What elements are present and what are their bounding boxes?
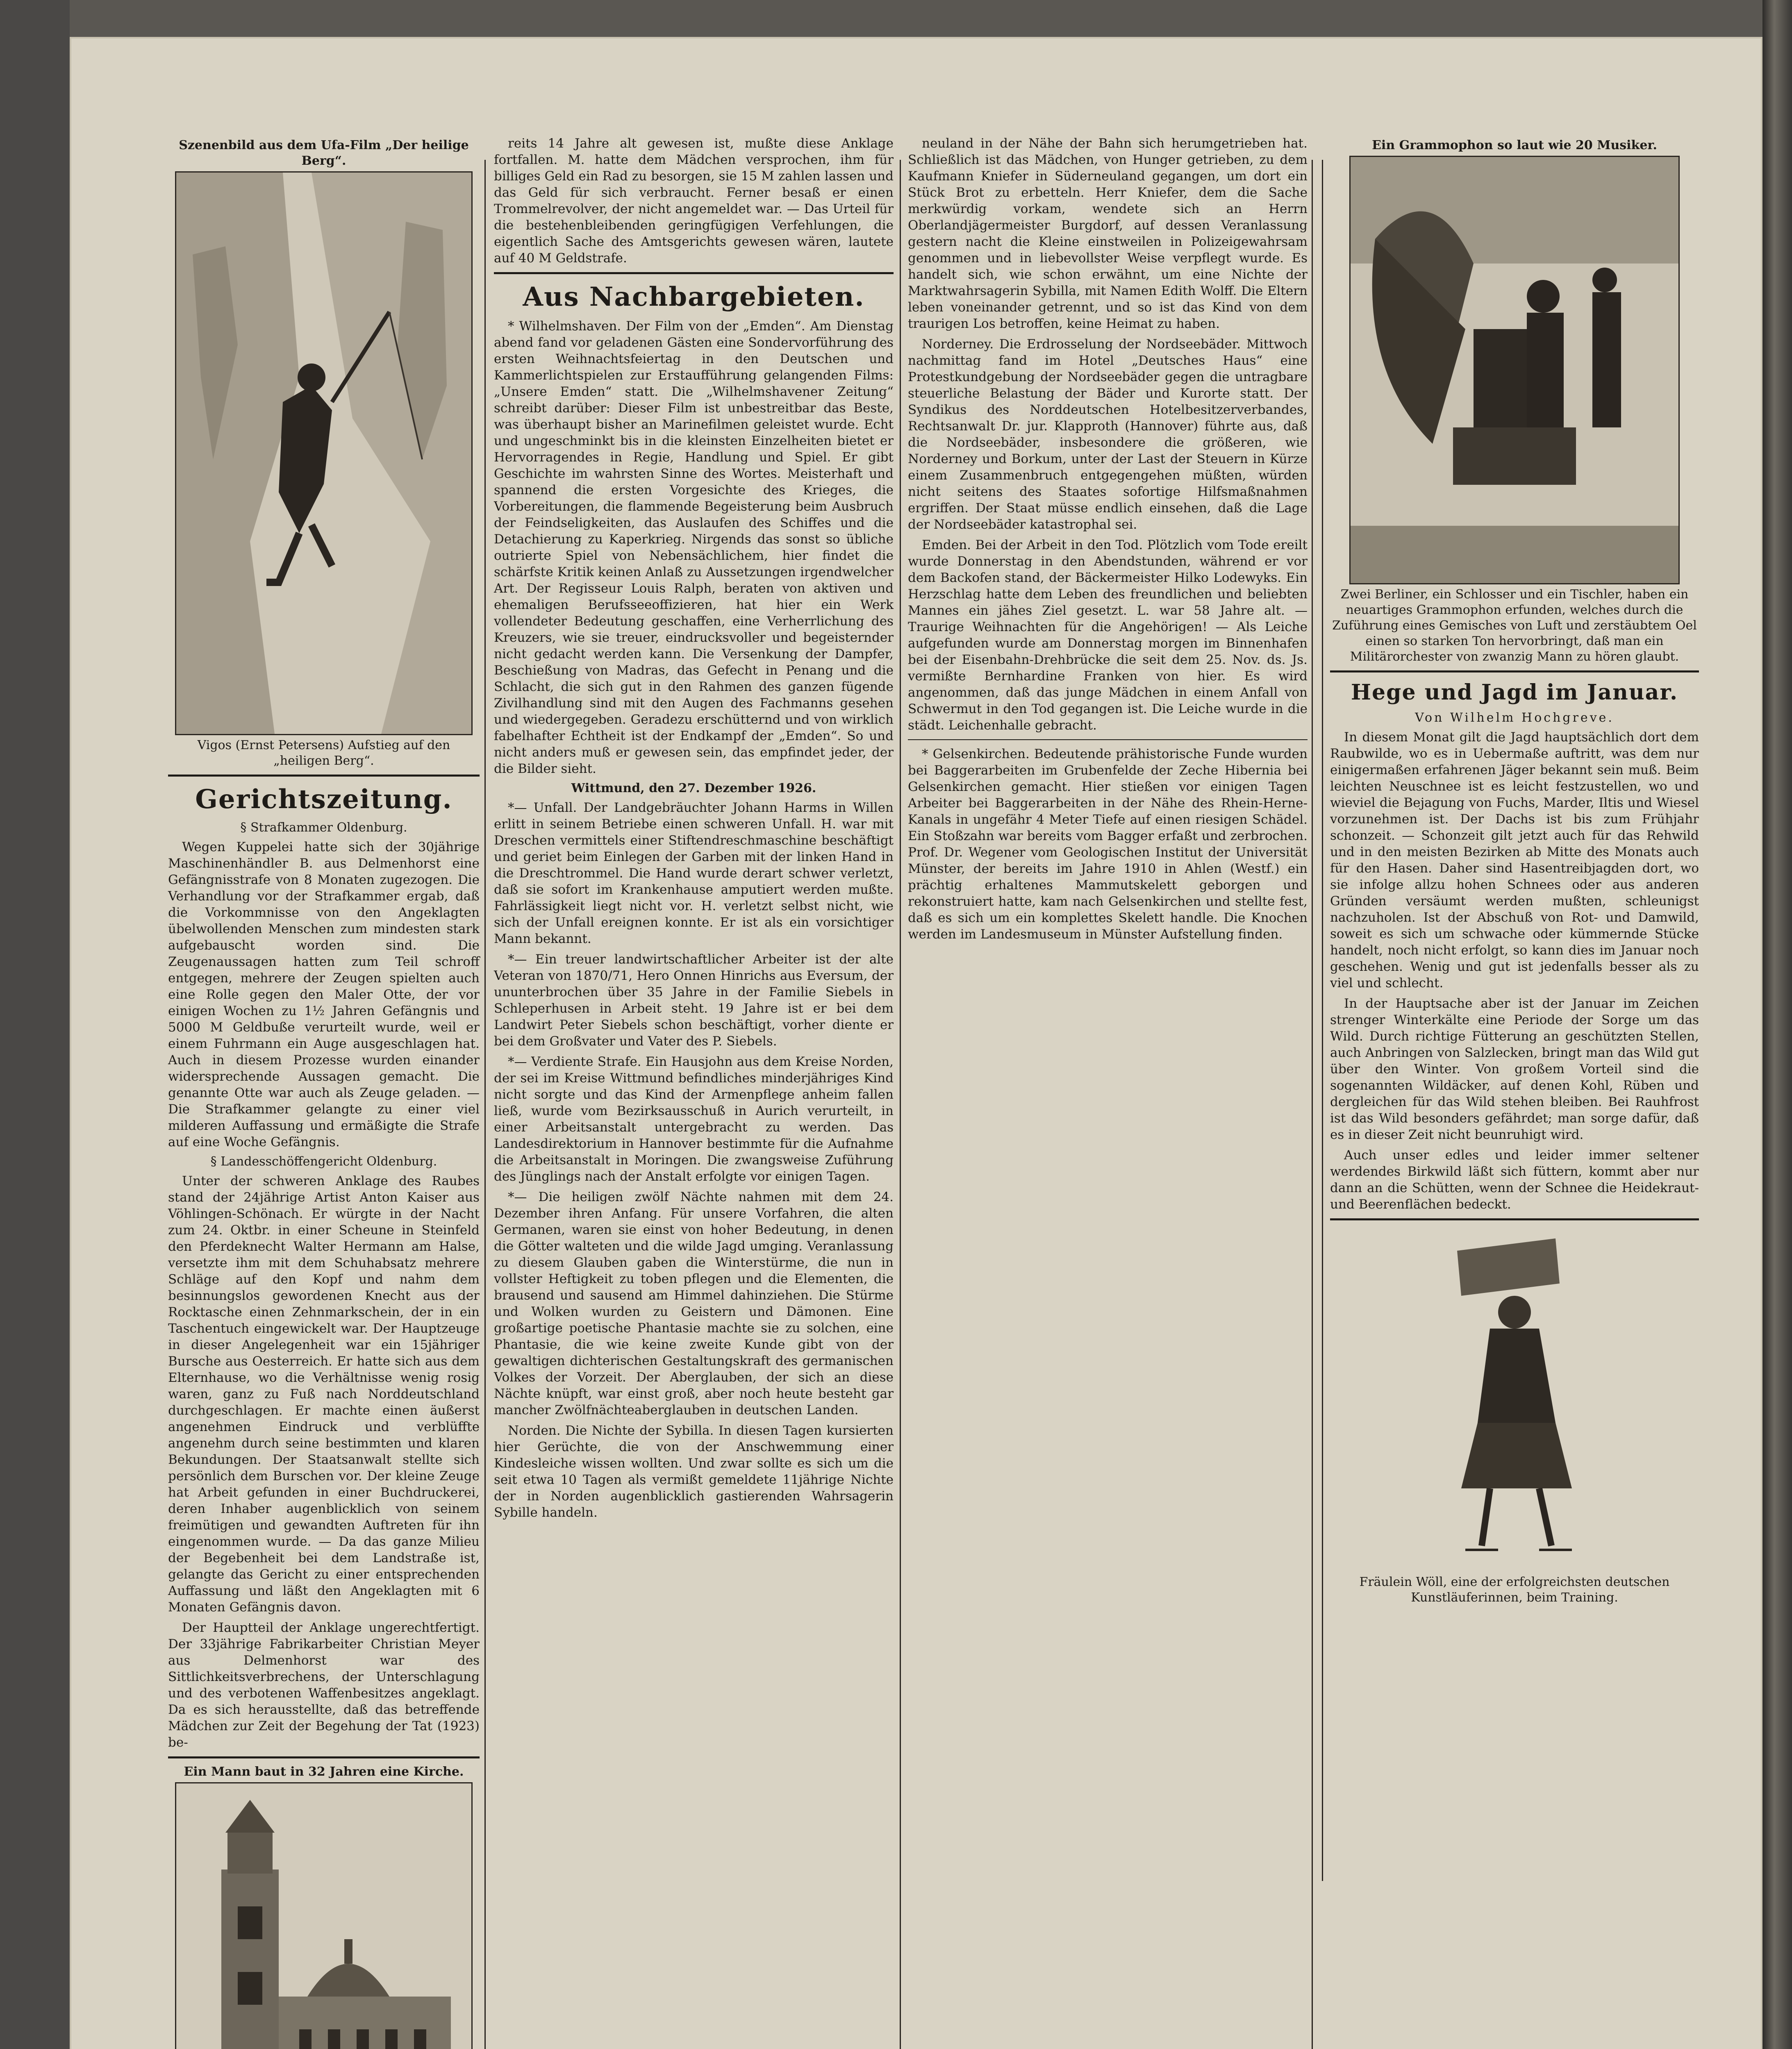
column-1 — [168, 135, 480, 2049]
article-paragraph: *— Unfall. Der Landgebräuchter Johann Harms in Willen erlitt in seinem Betriebe einen schweren Unfall. H. war mit Dreschen vermittels einer Stiftendreschmaschine beschäftigt und geriet beim Einlegen der Garben mit der linken Hand in die Dreschtrommel. Die Hand wurde derart schwer verletzt, daß sie sofort im Krankenhause amputiert werden mußte. Fahrlässigkeit liegt nicht vor. H. verletzt selbst nicht, wie sich der Unfall ereignen konnte. Er ist als ein vorsichtiger Mann bekannt. — [494, 800, 894, 946]
article-paragraph: Unter der schweren Anklage des Raubes stand der 24jährige Artist Anton Kaiser aus Vöhlingen-Schönach. Er würgte in der Nacht zum 24. Oktbr. in einer Scheune in Steinfeld den Pferdeknecht Walter Hermann am Halse, versetzte ihm mit dem Schuhabsatz mehrere Schläge auf den Kopf und nahm dem besinnungslos gewordenen Knecht aus der Rocktasche einen Zehnmarkschein, der in ein Taschentuch eingewickelt war. Der Hauptzeuge in dieser Angelegenheit war ein 15jähriger Bursche aus Oesterreich. Er hatte sich aus dem Elternhause, wo die Verhältnisse wenig rosig waren, ganz zu Fuß nach Norddeutschland durchgeschlagen. Er machte einen äußerst angenehmen Eindruck und verblüffte angenehm durch seine bestimmten und klaren Bekundungen. Der Staatsanwalt stellte sich persönlich dem Burschen vor. Der kleine Zeuge hat Arbeit gefunden in einer Buchdruckerei, deren Inhaber augenblicklich von seinem freimütigen und gewandten Auftreten für ihn eingenommen wurde. — Da das ganze Milieu der Begebenheit bei dem Landstraße ist, gelangte das Gericht zu einer entsprechenden Auffassung und läßt den Angeklagten mit 6 Monaten Gefängnis davon. — [168, 1174, 480, 1615]
article-paragraph: Auch unser edles und leider immer seltener werdendes Birkwild läßt sich füttern, kommt aber nur dann an die Schütten, wenn der Schnee die Heidekraut- und Beerenflächen bedeckt. — [1330, 1148, 1699, 1212]
article-paragraph: *— Ein treuer landwirtschaftlicher Arbeiter ist der alte Veteran von 1870/71, Hero Onnen Hinrichs aus Eversum, der ununterbrochen über 35 Jahre in der Familie Siebels in Schleperhusen in Arbeit steht. 19 Jahre ist er bei dem Landwirt Peter Siebels schon beschäftigt, vorher diente er bei dem Großvater und Vater des P. Siebels. — [494, 952, 894, 1049]
section-divider — [1330, 1218, 1699, 1220]
section-divider — [168, 1756, 480, 1758]
photo-caption-heading: Ein Mann baut in 32 Jahren eine Kirche. — [184, 1765, 464, 1779]
subhead-landesschoeffengericht: § Landesschöffengericht Oldenburg. — [210, 1154, 437, 1169]
mountain-climber-illustration — [176, 173, 471, 734]
article-paragraph: Norden. Die Nichte der Sybilla. In diesen Tagen kursierten hier Gerüchte, die von der Anschwemmung einer Kindesleiche wissen wollten. Und zwar sollte es sich um die seit etwa 10 Tagen als vermißt gemeldete 11jährige Nichte der in Norden augenblicklich gastierenden Wahrsagerin Sybille handeln. — [494, 1423, 894, 1520]
newspaper-page — [70, 37, 1762, 2049]
photo-mountain-climber — [175, 171, 473, 735]
section-title-gerichtszeitung: Gerichtszeitung. — [195, 784, 453, 815]
section-divider — [494, 272, 894, 274]
photo-grammophon — [1349, 156, 1680, 584]
photo-caption: Zwei Berliner, ein Schlosser und ein Tischler, haben ein neuartiges Grammophon erfunden, welches durch die Zuführung eines Gemisches von Luft und zerstäubtem Oel einen so starken Ton hervorbringt, daß man ein Militärorchester von zwanzig Mann zu hören glaubt. — [1332, 587, 1697, 664]
column-3 — [908, 135, 1308, 947]
article-paragraph: Wegen Kuppelei hatte sich der 30jährige Maschinenhändler B. aus Delmenhorst eine Gefängnisstrafe von 8 Monaten zugezogen. Die Verhandlung vor der Strafkammer ergab, daß die Vorkommnisse von den Angeklagten übelwollenden Menschen zum mindesten stark aufgebauscht worden sind. Die Zeugenaussagen hatten zum Teil schroff entgegen, mehrere der Zeugen spielten auch eine Rolle gegen den Maler Otte, der vor einigen Wochen zu 1½ Jahren Gefängnis und 5000 M Geldbuße verurteilt wurde, weil er einem Fuhrmann ein Auge ausgeschlagen hat. Auch in diesem Prozesse wurden einander widersprechende Aussagen gemacht. Die genannte Otte war auch als Zeuge geladen. — Die Strafkammer gelangte zu einer viel milderen Auffassung und ermäßigte die Strafe auf eine Woche Gefängnis. — [168, 840, 480, 1149]
article-paragraph: *— Die heiligen zwölf Nächte nahmen mit dem 24. Dezember ihren Anfang. Für unsere Vorfahren, die alten Germanen, waren sie einst von hoher Bedeutung, in denen die Götter walteten und die wilde Jagd umging. Veranlassung zu diesem Glauben gaben die Winterstürme, die nun in vollster Heftigkeit zu toben pflegen und die Elementen, die brausend und sausend am Himmel dahinziehen. Die Stürme und Wolken wurden zu Geistern und Dämonen. Eine großartige poetische Phantasie machte sie zu solchen, eine Phantasie, die wie keine zweite Kunde gibt von der gewaltigen dichterischen Gestaltungskraft des germanischen Volkes der Vorzeit. Der Aberglauben, der sich an diese Nächte knüpft, war einst groß, aber noch heute besteht gar mancher Zwölfnächteaberglauben in deutschen Landen. — [494, 1190, 894, 1417]
book-spine — [1762, 0, 1792, 2049]
column-2 — [494, 135, 894, 1525]
column-rule — [1312, 160, 1313, 2049]
dateline: Wittmund, den 27. Dezember 1926. — [571, 781, 816, 795]
section-divider — [1330, 670, 1699, 672]
photo-caption-heading: Ein Grammophon so laut wie 20 Musiker. — [1372, 138, 1657, 152]
article-paragraph: * Wilhelmshaven. Der Film von der „Emden“. Am Dienstag abend fand vor geladenen Gästen eine Sondervorführung des ersten Weihnachtsfeiertag in den Deutschen und Kammerlichtspielen zur Erstaufführung gelangenden Films: „Unsere Emden“ statt. Die „Wilhelmshavener Zeitung“ schreibt darüber: Dieser Film ist unbestreitbar das Beste, was überhaupt bisher an Marinefilmen geleistet wurde. Echt und ungeschminkt bis in die kleinsten Einzelheiten bietet er Hervorragendes in Regie, Handlung und Spiel. Er gibt Geschichte im wahrsten Sinne des Wortes. Meisterhaft und spannend die ersten Vorgesichte des Krieges, die Vorbereitungen, die flammende Begeisterung beim Ausbruch der Feindseligkeiten, das Auslaufen des Schiffes und die Detachierung zu Kaperkrieg. Nirgends das sonst so übliche outrierte Spiel von Nebensächlichem, hier findet die schärfste Kritik keinen Anlaß zu Aussetzungen irgendwelcher Art. Der Regisseur Louis Ralph, beraten von aktiven und ehemaligen Berufsseeoffizieren, hat hier ein Werk vollendeter Bedeutung geschaffen, eine Verherrlichung des Kreuzers, wie sie treuer, eindrucksvoller und begeisternder nicht gedacht werden kann. Die Versenkung der Dampfer, Beschießung von Madras, das Gefecht in Penang und die Schlacht, die sich gut in den Rahmen des ganzen fügende Zivilhandlung sind mit den Augen des Fachmanns gesehen und wiedergegeben. Geradezu erschütternd und von wirklich fabelhafter Echtheit ist der Endkampf der „Emden“. So und nicht anders muß er gewesen sein, das empfindet jeder, der die Bilder sieht. — [494, 319, 894, 776]
section-title-nachbargebiete: Aus Nachbargebieten. — [523, 282, 865, 312]
article-paragraph: *— Verdiente Strafe. Ein Hausjohn aus dem Kreise Norden, der sei im Kreise Wittmund befindliches minderjähriges Kind nicht sorgte und das Kind der Armenpflege anheim fallen ließ, wurde vom Bezirksausschuß in Aurich verurteilt, in einer Arbeitsanstalt untergebracht zu werden. Das Landesdirektorium in Hannover bestimmte für die Aufnahme die Arbeitsanstalt in Moringen. Die zwangsweise Zuführung des Jünglings nach der Anstalt erfolgte vor einigen Tagen. — [494, 1054, 894, 1184]
article-paragraph: Der Hauptteil der Anklage ungerechtfertigt. Der 33jährige Fabrikarbeiter Christian Meyer aus Delmenhorst war des Sittlichkeitsverbrechens, der Unterschlagung und des verbotenen Waffenbesitzes angeklagt. Da es sich herausstellte, daß das betreffende Mädchen zur Zeit der Begehung der Tat (1923) be- — [168, 1620, 480, 1750]
column-rule — [1322, 160, 1323, 1881]
section-divider — [168, 775, 480, 777]
section-divider — [908, 739, 1308, 740]
article-paragraph: * Gelsenkirchen. Bedeutende prähistorische Funde wurden bei Baggerarbeiten im Grubenfelde der Zeche Hibernia bei Gelsenkirchen gemacht. Hier stießen vor einigen Tagen Arbeiter bei Baggerarbeiten in der Nähe des Rhein-Herne-Kanals in ungefähr 4 Meter Tiefe auf einen riesigen Schädel. Ein Stoßzahn war bereits vom Bagger erfaßt und zerbrochen. Prof. Dr. Wegener vom Geologischen Institut der Universität Münster, der bereits im Jahre 1910 in Ahlen (Westf.) ein prächtig erhaltenes Mammutskelett geborgen und rekonstruiert hatte, kam nach Gelsenkirchen und stellte fest, daß es sich um ein komplettes Skelett handle. Die Knochen werden im Landesmuseum in Münster Aufstellung finden. — [908, 747, 1308, 942]
byline: Von Wilhelm Hochgreve. — [1415, 711, 1614, 725]
article-paragraph: Norderney. Die Erdrosselung der Nordseebäder. Mittwoch nachmittag fand im Hotel „Deutsches Haus“ eine Protestkundgebung der Nordseebäder gegen die untragbare steuerliche Belastung der Bäder und Kurorte statt. Der Syndikus des Norddeutschen Hotelbesitzerverbandes, Rechtsanwalt Dr. jur. Klapproth (Hannover) führte aus, daß die Nordseebäder, insbesondere die größeren, wie Norderney und Borkum, unter der Last der Steuern in Kürze einem Zusammenbruch entgegengehen müßten, würden nicht seitens des Staates sofortige Hilfsmaßnahmen ergriffen. Der Staat müsse endlich einsehen, daß die Lage der Nordseebäder katastrophal sei. — [908, 337, 1308, 532]
photo-church — [175, 1782, 473, 2049]
column-4 — [1330, 135, 1699, 1608]
section-title-hege-und-jagd: Hege und Jagd im Januar. — [1351, 680, 1678, 705]
article-paragraph: Emden. Bei der Arbeit in den Tod. Plötzlich vom Tode ereilt wurde Donnerstag in den Abendstunden, während er vor dem Backofen stand, der Bäckermeister Hilko Lodewyks. Ein Herzschlag hatte dem Leben des freundlichen und beliebten Mannes ein jähes Ziel gesetzt. L. war 58 Jahre alt. — Traurige Weihnachten für die Angehörigen! — Als Leiche aufgefunden wurde am Donnerstag morgen im Binnenhafen bei der Eisenbahn-Drehbrücke die seit dem 25. Nov. ds. Js. vermißte Bernhardine Franken von hier. Es wird angenommen, daß das junge Mädchen in einem Anfall von Schwermut in den Tod gegangen ist. Die Leiche wurde in die städt. Leichenhalle gebracht. — [908, 538, 1308, 733]
photo-caption-heading: Szenenbild aus dem Ufa-Film „Der heilige Berg“. — [179, 138, 469, 168]
subhead-strafkammer: § Strafkammer Oldenburg. — [240, 820, 407, 835]
photo-ice-skater — [1408, 1226, 1621, 1570]
article-paragraph: neuland in der Nähe der Bahn sich herumgetrieben hat. Schließlich ist das Mädchen, von Hunger getrieben, zu dem Kaufmann Kniefer in Süderneuland gegangen, um dort ein Stück Brot zu erbetteln. Herr Kniefer, dem die Sache merkwürdig vorkam, wendete sich an Herrn Oberlandjägermeister Burgdorf, auf dessen Veranlassung gestern nacht die Kleine einstweilen in Polizeigewahrsam genommen und in liebevollster Weise verpflegt wurde. Es handelt sich, wie schon erwähnt, um eine Nichte der Marktwahrsagerin Sybilla, mit Namen Edith Wolff. Die Eltern leben voneinander getrennt, und so ist das Kind von dem traurigen Los betroffen, keine Heimat zu haben. — [908, 136, 1308, 331]
church-illustration — [176, 1783, 471, 2049]
ice-skater-illustration — [1408, 1226, 1621, 1570]
column-rule — [900, 160, 901, 2049]
grammophon-illustration — [1351, 157, 1678, 583]
article-paragraph: In der Hauptsache aber ist der Januar im Zeichen strenger Winterkälte eine Periode der Sorge um das Wild. Durch richtige Fütterung an geschützten Stellen, auch Anbringen von Salzlecken, bringt man das Wild gut über den Winter. Von großem Vorteil sind die sogenannten Wildäcker, auf denen Kohl, Rüben und dergleichen für das Wild stehen bleiben. Bei Rauhfrost ist das Wild besonders gefährdet; man sorge dafür, daß es in dieser Zeit nicht beunruhigt wird. — [1330, 996, 1699, 1142]
photo-caption: Fräulein Wöll, eine der erfolgreichsten deutschen Kunstläuferinnen, beim Training. — [1359, 1575, 1670, 1605]
scan-top-edge — [70, 0, 1762, 37]
photo-caption: Vigos (Ernst Petersens) Aufstieg auf den „heiligen Berg“. — [197, 738, 450, 768]
article-paragraph: In diesem Monat gilt die Jagd hauptsächlich dort dem Raubwilde, wo es in Uebermaße auftritt, was dem nur einigermaßen erfahrenen Jäger bekannt sein muß. Beim leichten Neuschnee ist es leicht festzustellen, wo und wieviel die Bejagung von Fuchs, Marder, Iltis und Wiesel vorzunehmen ist. Der Dachs ist bis zum Frühjahr schonzeit. — Schonzeit gilt jetzt auch für das Rehwild und in den meisten Bezirken ab Mitte des Monats auch für den Hasen. Daher sind Hasentreibjagden dort, wo sie infolge allzu hohen Schnees oder aus anderen Gründen versäumt werden mußten, schleunigst nachzuholen. Ist der Abschuß von Rot- und Damwild, soweit es sich um schwache oder kümmernde Stücke handelt, noch nicht erfolgt, so kann dies im Januar noch geschehen. Wenig und gut ist jedenfalls besser als zu viel und schlecht. — [1330, 730, 1699, 990]
column-rule — [484, 160, 486, 2049]
article-paragraph: reits 14 Jahre alt gewesen ist, mußte diese Anklage fortfallen. M. hatte dem Mädchen versprochen, ihm für billiges Geld ein Rad zu besorgen, sie 15 M zahlen lassen und das Geld für sich verbraucht. Ferner besaß er einen Trommelrevolver, der nicht angemeldet war. — Das Urteil für die bestehenbleibenden geringfügigen Verfehlungen, die eigentlich Sache des Amtsgerichts gewesen wären, lautete auf 40 M Geldstrafe. — [494, 136, 894, 266]
